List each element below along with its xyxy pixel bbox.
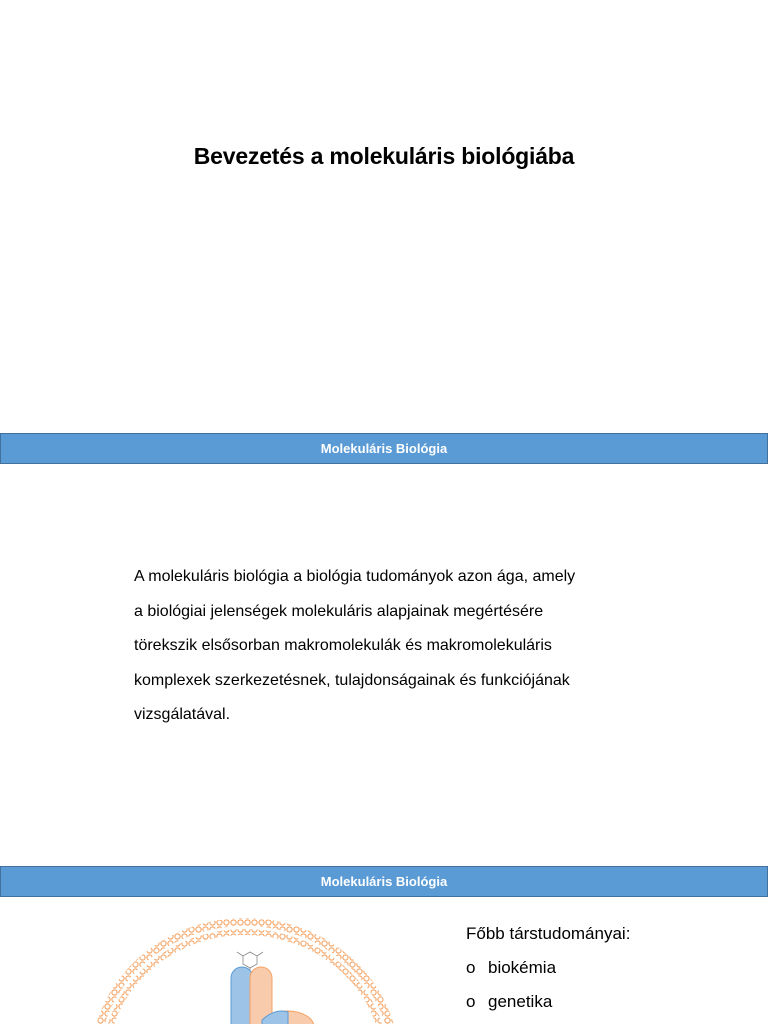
- paragraph-line: a biológiai jelenségek molekuláris alapjainak megértésére: [134, 602, 544, 620]
- paragraph-line: törekszik elsősorban makromolekulák és makromolekuláris: [134, 637, 552, 654]
- cell-membrane-protein-illustration-icon: [90, 912, 400, 1024]
- definition-paragraph: [134, 560, 634, 733]
- related-fields-list: [466, 917, 630, 1019]
- list-item: [466, 985, 630, 1019]
- paragraph-line: A molekuláris biológia a biológia tudományok azon ága, amely: [134, 568, 576, 585]
- list-item-label: biokémia: [488, 958, 557, 977]
- section-header-bar: Molekuláris Biológia: [0, 866, 768, 897]
- section-header-bar: Molekuláris Biológia: [0, 433, 768, 464]
- paragraph-line: komplexek szerkezetésnek, tulajdonságainak és funkciójának: [134, 671, 570, 689]
- paragraph-line: vizsgálatával.: [134, 706, 231, 723]
- list-item-label: genetika: [488, 992, 553, 1011]
- bullet-icon: o: [466, 958, 476, 977]
- list-item: [466, 951, 630, 985]
- bullet-icon: o: [466, 992, 476, 1011]
- related-fields-heading: Főbb társtudományai:: [466, 924, 631, 943]
- page-title: Bevezetés a molekuláris biológiába: [193, 143, 575, 169]
